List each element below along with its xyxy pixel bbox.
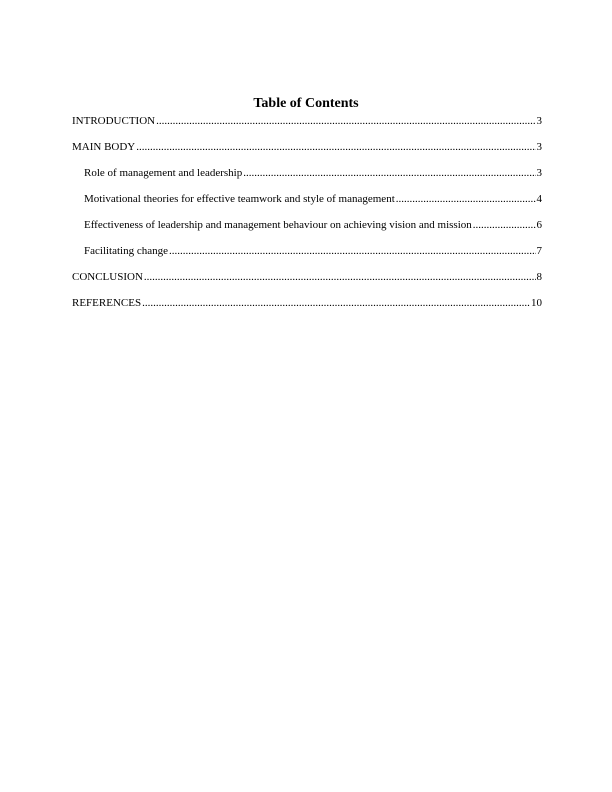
toc-entry-introduction[interactable] [72, 114, 542, 140]
toc-entry-main-body[interactable] [72, 140, 542, 166]
toc-entry-facilitating-change[interactable] [72, 244, 542, 270]
toc-entry-label: Motivational theories for effective teamwork and style of management [84, 193, 395, 205]
toc-page-number: 3 [536, 141, 542, 153]
toc-dot-leader [142, 296, 530, 310]
toc-entry-conclusion[interactable] [72, 270, 542, 296]
toc-entry-label: INTRODUCTION [72, 115, 156, 127]
toc-dot-leader [156, 114, 535, 128]
toc-page-number: 8 [536, 271, 542, 283]
toc-dot-leader [136, 140, 535, 154]
toc-entry-label: MAIN BODY [72, 141, 136, 153]
toc-page-number: 3 [536, 167, 542, 179]
toc-dot-leader [144, 270, 536, 284]
toc-dot-leader [396, 192, 536, 206]
toc-entry-label: Role of management and leadership [84, 167, 243, 179]
toc-page-number: 4 [536, 193, 542, 205]
toc-list [72, 114, 542, 322]
toc-entry-effectiveness-of-leadership[interactable] [72, 218, 542, 244]
toc-page-number: 3 [536, 115, 542, 127]
toc-page-number: 6 [536, 219, 542, 231]
toc-entry-label: Effectiveness of leadership and management behaviour on achieving vision and mission [84, 219, 472, 231]
toc-dot-leader [473, 218, 536, 232]
toc-entry-label: CONCLUSION [72, 271, 143, 283]
toc-entry-label: Facilitating change [84, 245, 168, 257]
toc-page-number: 7 [536, 245, 542, 257]
toc-entry-motivational-theories[interactable] [72, 192, 542, 218]
toc-entry-references[interactable] [72, 296, 542, 322]
toc-entry-role-of-management[interactable] [72, 166, 542, 192]
toc-dot-leader [243, 166, 535, 180]
toc-page-number: 10 [531, 297, 542, 309]
toc-entry-label: REFERENCES [72, 297, 142, 309]
toc-title: Table of Contents [253, 96, 359, 111]
toc-dot-leader [169, 244, 536, 258]
